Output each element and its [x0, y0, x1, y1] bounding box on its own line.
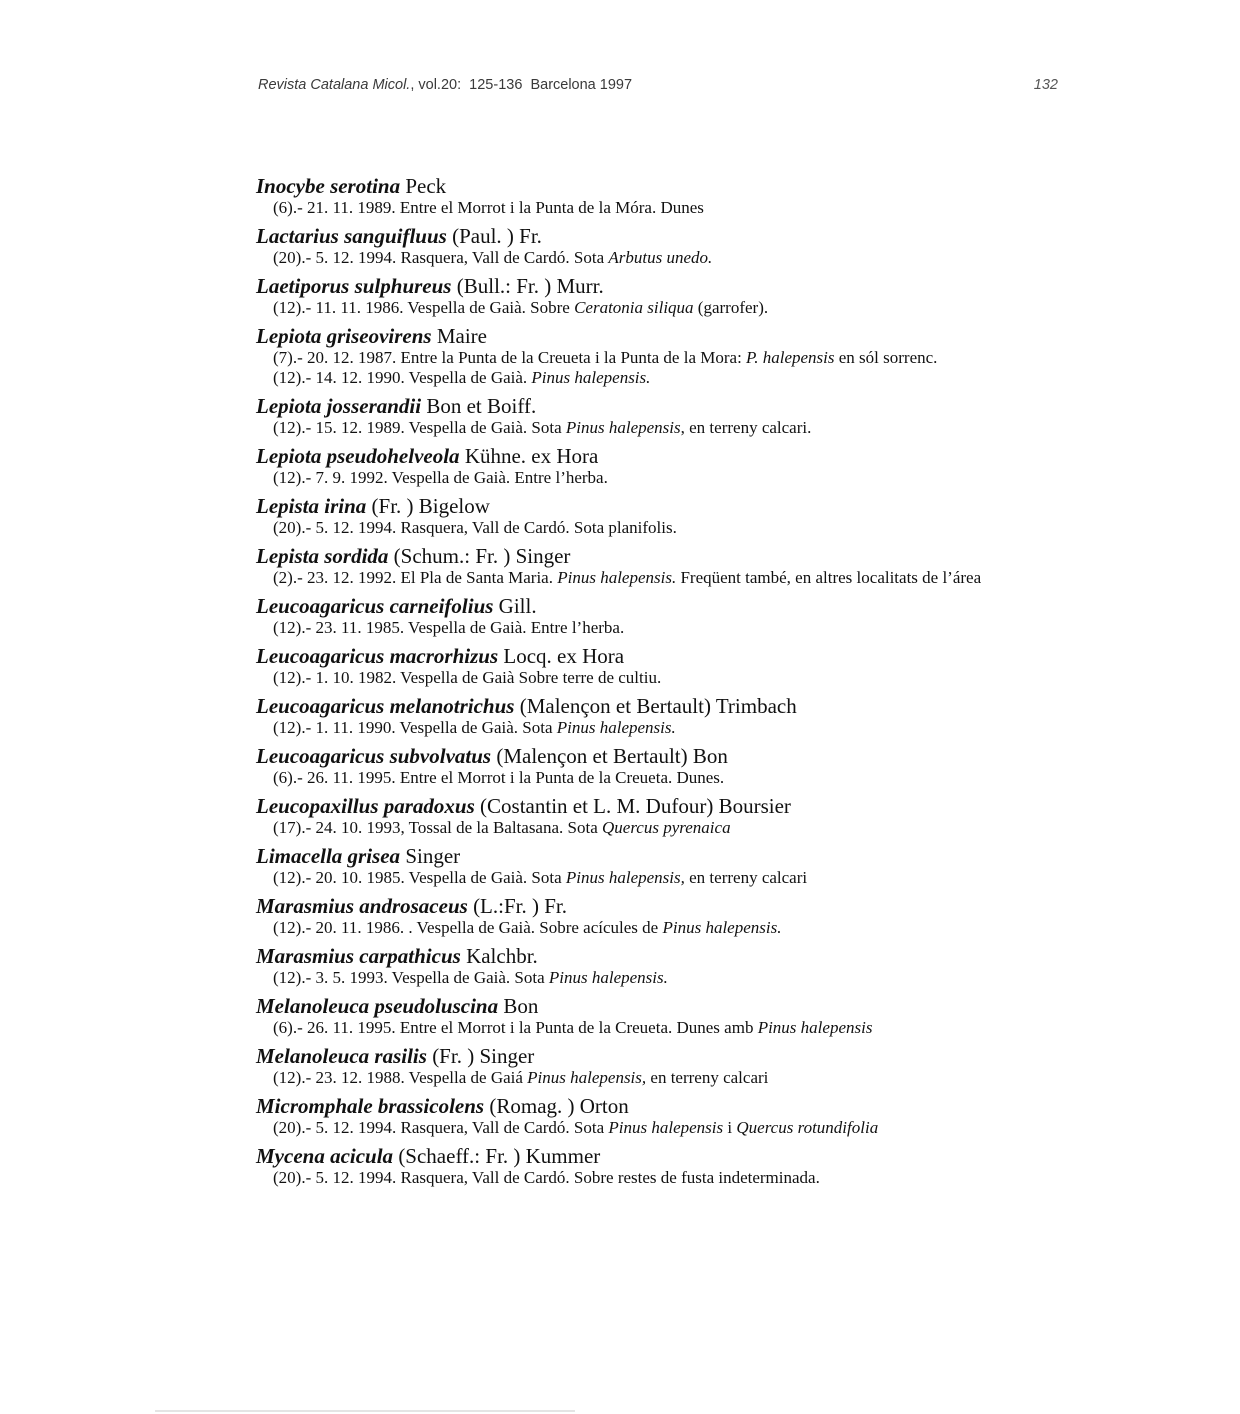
species-binomial: Lepiota josserandii [256, 394, 422, 418]
record-text: (20).- 5. 12. 1994. Rasquera, Vall de Cardó. Sobre restes de fusta indeterminada. [273, 1168, 820, 1187]
collection-record [256, 768, 1066, 788]
species-authority: (Costantin et L. M. Dufour) Boursier [474, 794, 791, 818]
collection-record [256, 348, 1066, 368]
collection-record [256, 818, 1066, 838]
species-binomial: Lepista sordida [256, 544, 389, 568]
species-entry [256, 494, 1066, 538]
species-authority: Gill. [493, 594, 537, 618]
species-authority: (L.:Fr. ) Fr. [467, 894, 567, 918]
species-heading [256, 274, 1066, 298]
collection-record [256, 298, 1066, 318]
host-taxon: Pinus halepensis [757, 1018, 873, 1037]
host-taxon: Pinus halepensis. [557, 568, 677, 587]
species-binomial: Marasmius carpathicus [256, 944, 461, 968]
species-binomial: Lepista irina [256, 494, 367, 518]
host-taxon: Quercus pyrenaica [602, 818, 731, 837]
species-entry [256, 1044, 1066, 1088]
species-heading [256, 544, 1066, 568]
record-text: (12).- 23. 12. 1988. Vespella de Gaiá [273, 1068, 528, 1087]
species-entry [256, 1144, 1066, 1188]
species-entry [256, 894, 1066, 938]
species-authority: (Romag. ) Orton [484, 1094, 629, 1118]
species-binomial: Lepiota pseudohelveola [256, 444, 460, 468]
species-entry [256, 844, 1066, 888]
running-head-citation [258, 77, 632, 93]
species-entry [256, 274, 1066, 318]
collection-record [256, 1168, 1066, 1188]
record-text: (2).- 23. 12. 1992. El Pla de Santa Maria. [273, 568, 558, 587]
species-binomial: Melanoleuca rasilis [256, 1044, 427, 1068]
species-heading [256, 394, 1066, 418]
record-text: (20).- 5. 12. 1994. Rasquera, Vall de Cardó. Sota [273, 1118, 609, 1137]
collection-record [256, 248, 1066, 268]
species-entry [256, 594, 1066, 638]
host-taxon: Arbutus unedo. [608, 248, 713, 267]
record-text: (12).- 1. 11. 1990. Vespella de Gaià. Sota [273, 718, 557, 737]
species-binomial: Micromphale brassicolens [256, 1094, 485, 1118]
host-taxon: Pinus halepensis. [548, 968, 668, 987]
host-taxon: Pinus halepensis, [565, 868, 685, 887]
species-binomial: Mycena acicula [256, 1144, 394, 1168]
collection-record [256, 618, 1066, 638]
journal-volume: , vol.20: [410, 77, 462, 93]
record-text: (6).- 21. 11. 1989. Entre el Morrot i la Punta de la Móra. Dunes [273, 198, 704, 217]
host-taxon: P. halepensis [746, 348, 835, 367]
species-binomial: Leucoagaricus subvolvatus [256, 744, 492, 768]
species-binomial: Leucoagaricus carneifolius [256, 594, 494, 618]
species-heading [256, 1144, 1066, 1168]
collection-record [256, 518, 1066, 538]
species-authority: (Malençon et Bertault) Bon [491, 744, 728, 768]
species-authority: Kühne. ex Hora [459, 444, 599, 468]
species-authority: (Fr. ) Singer [426, 1044, 535, 1068]
collection-record [256, 1018, 1066, 1038]
record-text: (20).- 5. 12. 1994. Rasquera, Vall de Cardó. Sota planifolis. [273, 518, 677, 537]
species-authority: Peck [400, 174, 447, 198]
species-entry [256, 544, 1066, 588]
species-heading [256, 994, 1066, 1018]
species-list [256, 174, 1066, 1194]
species-heading [256, 794, 1066, 818]
species-heading [256, 174, 1066, 198]
scan-edge-line [155, 1410, 575, 1412]
species-authority: (Schum.: Fr. ) Singer [388, 544, 571, 568]
record-text: (12).- 3. 5. 1993. Vespella de Gaià. Sota [273, 968, 549, 987]
species-binomial: Lactarius sanguifluus [256, 224, 447, 248]
running-head [258, 77, 1058, 99]
species-binomial: Melanoleuca pseudoluscina [256, 994, 499, 1018]
species-authority: Maire [431, 324, 487, 348]
record-text: Freqüent també, en altres localitats de l’área [676, 568, 982, 587]
species-binomial: Marasmius androsaceus [256, 894, 468, 918]
collection-record [256, 468, 1066, 488]
record-text: (12).- 1. 10. 1982. Vespella de Gaià Sobre terre de cultiu. [273, 668, 662, 687]
species-binomial: Limacella grisea [256, 844, 401, 868]
host-taxon: Pinus halepensis [565, 418, 681, 437]
species-heading [256, 324, 1066, 348]
species-entry [256, 394, 1066, 438]
species-heading [256, 694, 1066, 718]
species-entry [256, 1094, 1066, 1138]
species-authority: (Malençon et Bertault) Trimbach [514, 694, 797, 718]
species-heading [256, 1094, 1066, 1118]
species-authority: Bon et Boiff. [421, 394, 537, 418]
species-heading [256, 444, 1066, 468]
species-entry [256, 224, 1066, 268]
collection-record [256, 868, 1066, 888]
host-taxon: Pinus halepensis [608, 1118, 724, 1137]
record-text: (7).- 20. 12. 1987. Entre la Punta de la Creueta i la Punta de la Mora: [273, 348, 747, 367]
record-text: (garrofer). [693, 298, 769, 317]
species-authority: Locq. ex Hora [498, 644, 625, 668]
species-entry [256, 444, 1066, 488]
species-authority: Singer [400, 844, 461, 868]
species-binomial: Laetiporus sulphureus [256, 274, 452, 298]
species-entry [256, 944, 1066, 988]
record-text: , en terreny calcari. [680, 418, 812, 437]
record-text: (6).- 26. 11. 1995. Entre el Morrot i la Punta de la Creueta. Dunes. [273, 768, 725, 787]
record-text: en sól sorrenc. [834, 348, 938, 367]
record-text: (6).- 26. 11. 1995. Entre el Morrot i la Punta de la Creueta. Dunes amb [273, 1018, 758, 1037]
journal-pages: 125-136 [469, 77, 523, 93]
collection-record [256, 718, 1066, 738]
species-heading [256, 744, 1066, 768]
host-taxon: Quercus rotundifolia [736, 1118, 879, 1137]
collection-record [256, 968, 1066, 988]
page-number: 132 [1033, 77, 1058, 93]
species-binomial: Leucopaxillus paradoxus [256, 794, 475, 818]
species-heading [256, 224, 1066, 248]
species-binomial: Leucoagaricus melanotrichus [256, 694, 515, 718]
species-entry [256, 744, 1066, 788]
species-entry [256, 174, 1066, 218]
species-heading [256, 594, 1066, 618]
species-authority: (Paul. ) Fr. [446, 224, 542, 248]
host-taxon: Pinus halepensis, [527, 1068, 647, 1087]
record-text: en terreny calcari [646, 1068, 769, 1087]
record-text: en terreny calcari [684, 868, 808, 887]
record-text: (12).- 11. 11. 1986. Vespella de Gaià. Sobre [273, 298, 575, 317]
species-heading [256, 894, 1066, 918]
record-text: (17).- 24. 10. 1993, Tossal de la Baltasana. Sota [273, 818, 602, 837]
record-text: (12).- 14. 12. 1990. Vespella de Gaià. [273, 368, 532, 387]
species-heading [256, 844, 1066, 868]
record-text: (12).- 20. 10. 1985. Vespella de Gaià. Sota [273, 868, 566, 887]
host-taxon: Pinus halepensis. [556, 718, 676, 737]
record-text: (12).- 23. 11. 1985. Vespella de Gaià. Entre l’herba. [273, 618, 625, 637]
species-entry [256, 644, 1066, 688]
species-authority: Bon [498, 994, 539, 1018]
record-text: (12).- 20. 11. 1986. . Vespella de Gaià. Sobre acícules de [273, 918, 663, 937]
species-entry [256, 694, 1066, 738]
species-authority: (Fr. ) Bigelow [366, 494, 490, 518]
species-entry [256, 994, 1066, 1038]
species-binomial: Leucoagaricus macrorhizus [256, 644, 499, 668]
collection-record [256, 418, 1066, 438]
species-heading [256, 1044, 1066, 1068]
journal-title: Revista Catalana Micol. [258, 77, 411, 93]
host-taxon: Pinus halepensis. [531, 368, 651, 387]
species-heading [256, 494, 1066, 518]
record-text: (12).- 15. 12. 1989. Vespella de Gaià. Sota [273, 418, 566, 437]
collection-record [256, 568, 1066, 588]
species-authority: (Bull.: Fr. ) Murr. [451, 274, 604, 298]
species-binomial: Inocybe serotina [256, 174, 401, 198]
species-authority: Kalchbr. [460, 944, 538, 968]
species-heading [256, 944, 1066, 968]
species-authority: (Schaeff.: Fr. ) Kummer [393, 1144, 601, 1168]
species-entry [256, 794, 1066, 838]
host-taxon: Ceratonia siliqua [574, 298, 694, 317]
species-heading [256, 644, 1066, 668]
collection-record [256, 1068, 1066, 1088]
record-text: (12).- 7. 9. 1992. Vespella de Gaià. Entre l’herba. [273, 468, 608, 487]
collection-record [256, 368, 1066, 388]
collection-record [256, 668, 1066, 688]
collection-record [256, 1118, 1066, 1138]
record-text: (20).- 5. 12. 1994. Rasquera, Vall de Cardó. Sota [273, 248, 609, 267]
host-taxon: Pinus halepensis. [662, 918, 782, 937]
record-text: i [723, 1118, 737, 1137]
species-entry [256, 324, 1066, 388]
collection-record [256, 198, 1066, 218]
journal-place-year: Barcelona 1997 [530, 77, 633, 93]
species-binomial: Lepiota griseovirens [256, 324, 432, 348]
collection-record [256, 918, 1066, 938]
